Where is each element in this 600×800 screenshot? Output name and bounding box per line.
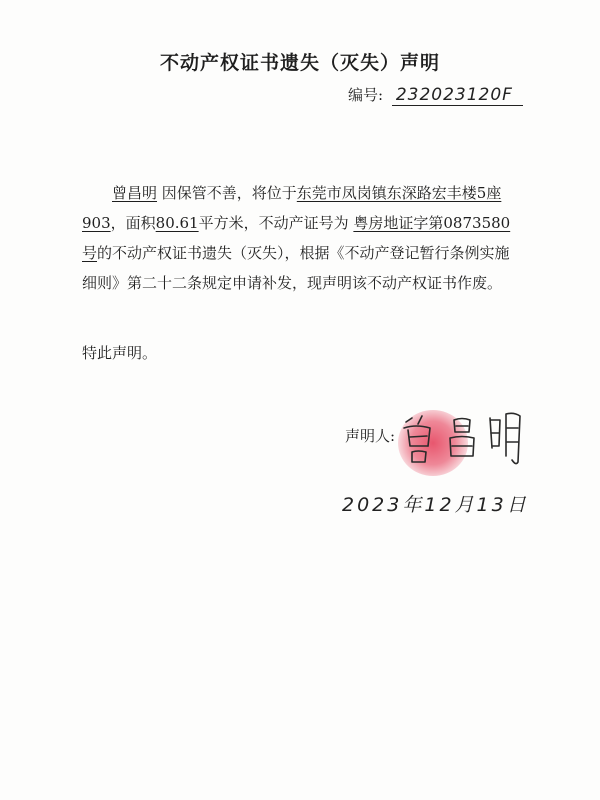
property-location: 东莞市凤岗镇东深路宏丰楼5座903 <box>82 184 502 232</box>
body-text-1: 因保管不善，将位于 <box>157 184 297 202</box>
closing-statement: 特此声明。 <box>82 344 158 362</box>
signer-label: 声明人: <box>345 427 396 445</box>
body-text-3: 平方米，不动产证号为 <box>198 214 354 232</box>
handwritten-signature <box>400 400 530 470</box>
document-title: 不动产权证书遗失（灭失）声明 <box>159 52 440 74</box>
declaration-body <box>82 178 518 298</box>
serial-number-handwritten: 232023120F <box>392 85 523 106</box>
serial-number-line <box>348 84 523 106</box>
declarant-name: 曾昌明 <box>112 184 158 202</box>
body-text-4: 的不动产权证书遗失（灭失），根据《不动产登记暂行条例实施细则》第二十二条规定申请补发，现声明该不动产权证书作废。 <box>82 244 510 292</box>
handwritten-date: 2023年12月13日 <box>342 494 529 516</box>
property-area: 80.61 <box>155 214 199 232</box>
certificate-number: 粤房地证字第0873580号 <box>82 214 511 262</box>
serial-label: 编号: <box>348 86 384 104</box>
body-text-2: ，面积 <box>110 214 156 232</box>
